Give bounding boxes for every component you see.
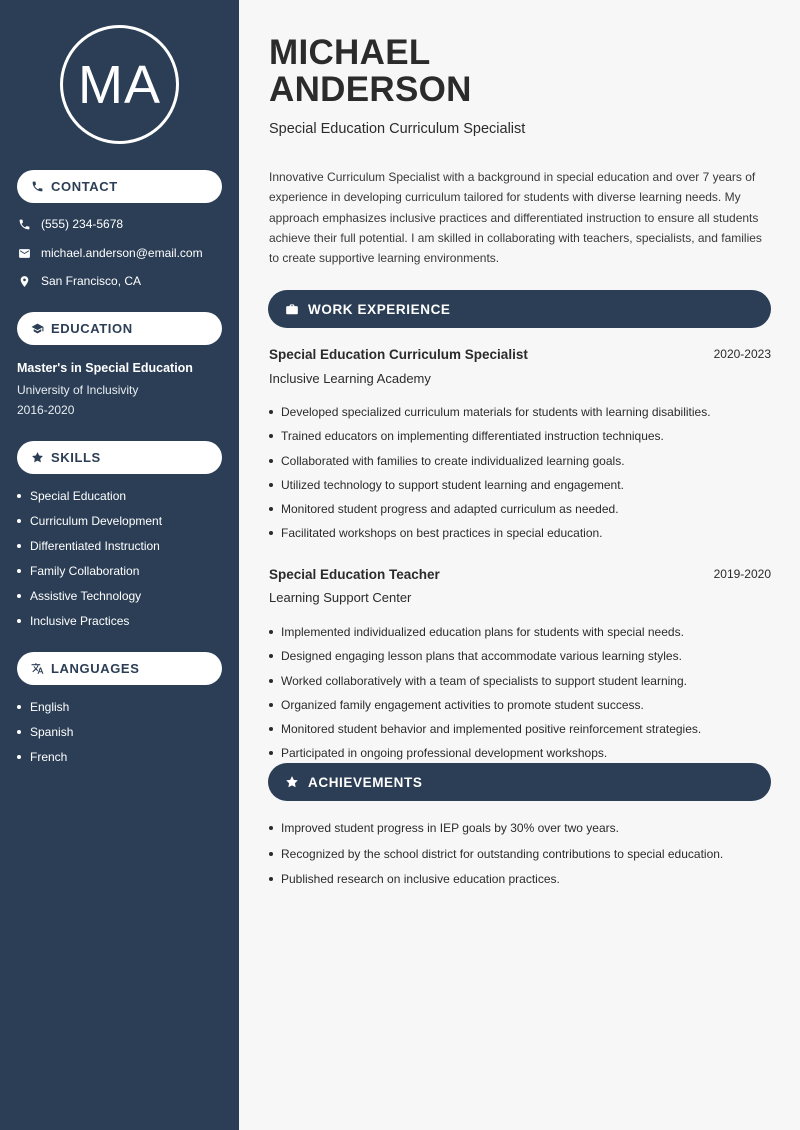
- list-item: Published research on inclusive education practices.: [269, 872, 772, 898]
- list-item: Organized family engagement activities to promote student success.: [269, 698, 772, 722]
- job-1-bullets: [269, 405, 772, 551]
- monogram-avatar: MA: [60, 25, 179, 144]
- star-icon: [285, 775, 299, 789]
- list-item: Trained educators on implementing differentiated instruction techniques.: [269, 429, 772, 453]
- skill-item: Assistive Technology: [17, 589, 162, 614]
- list-item: Designed engaging lesson plans that accommodate various learning styles.: [269, 649, 772, 673]
- skill-item: Differentiated Instruction: [17, 539, 162, 564]
- phone-icon: [31, 180, 44, 193]
- achievements-heading: [268, 763, 771, 801]
- languages-heading: [17, 652, 222, 685]
- list-item: Worked collaboratively with a team of specialists to support student learning.: [269, 674, 772, 698]
- contact-heading-label: CONTACT: [51, 179, 118, 194]
- location-pin-icon: [17, 274, 31, 288]
- skills-list: [17, 489, 162, 639]
- briefcase-icon: [285, 302, 299, 316]
- education-degree: Master's in Special Education: [17, 361, 193, 375]
- contact-heading: [17, 170, 222, 203]
- languages-list: [17, 700, 73, 775]
- graduation-cap-icon: [31, 322, 44, 335]
- translate-icon: [31, 662, 44, 675]
- job-2-bullets: [269, 625, 772, 771]
- job-2-organization: Learning Support Center: [269, 590, 412, 605]
- achievements-label: ACHIEVEMENTS: [308, 774, 423, 790]
- phone-text: (555) 234-5678: [41, 217, 124, 231]
- language-item: Spanish: [17, 725, 73, 750]
- list-item: Facilitated workshops on best practices in special education.: [269, 526, 772, 550]
- education-heading-label: EDUCATION: [51, 321, 133, 336]
- list-item: Utilized technology to support student learning and engagement.: [269, 478, 772, 502]
- language-item: English: [17, 700, 73, 725]
- skill-item: Special Education: [17, 489, 162, 514]
- list-item: Participated in ongoing professional development workshops.: [269, 746, 772, 770]
- job-2-dates: 2019-2020: [713, 567, 771, 581]
- list-item: Monitored student progress and adapted curriculum as needed.: [269, 502, 772, 526]
- education-school: University of Inclusivity: [17, 383, 139, 397]
- skill-item: Curriculum Development: [17, 514, 162, 539]
- location-text: San Francisco, CA: [41, 274, 142, 288]
- job-1-title: Special Education Curriculum Specialist: [269, 347, 528, 362]
- name-last: ANDERSON: [269, 70, 472, 109]
- education-years: 2016-2020: [17, 403, 75, 417]
- star-icon: [31, 451, 44, 464]
- skill-item: Family Collaboration: [17, 564, 162, 589]
- work-experience-heading: [268, 290, 771, 328]
- job-1-organization: Inclusive Learning Academy: [269, 371, 431, 386]
- list-item: Implemented individualized education plans for students with special needs.: [269, 625, 772, 649]
- list-item: Collaborated with families to create individualized learning goals.: [269, 454, 772, 478]
- job-2-title: Special Education Teacher: [269, 567, 440, 582]
- education-heading: [17, 312, 222, 345]
- contact-email: [17, 246, 203, 260]
- contact-phone: [17, 217, 123, 231]
- work-experience-label: WORK EXPERIENCE: [308, 301, 451, 317]
- list-item: Improved student progress in IEP goals by 30% over two years.: [269, 821, 772, 847]
- list-item: Developed specialized curriculum materials for students with learning disabilities.: [269, 405, 772, 429]
- phone-icon: [17, 217, 31, 231]
- envelope-icon: [17, 246, 31, 260]
- skills-heading: [17, 441, 222, 474]
- name-first: MICHAEL: [269, 33, 431, 72]
- sidebar: [0, 0, 239, 1130]
- job-role-title: Special Education Curriculum Specialist: [269, 121, 526, 137]
- email-text: michael.anderson@email.com: [41, 246, 203, 260]
- languages-heading-label: LANGUAGES: [51, 661, 140, 676]
- achievements-list: [269, 821, 772, 898]
- list-item: Recognized by the school district for outstanding contributions to special education.: [269, 847, 772, 873]
- job-1-dates: 2020-2023: [713, 347, 771, 361]
- skill-item: Inclusive Practices: [17, 614, 162, 639]
- list-item: Monitored student behavior and implemented positive reinforcement strategies.: [269, 722, 772, 746]
- profile-summary: Innovative Curriculum Specialist with a background in special education and over 7 years of experience in developing curriculum tailored for students with diverse learning needs. My approach emphasizes inclusive practices and differentiated instruction to ensure all students achieve their full potential. I am skilled in collaborating with teachers, specialists, and families to create supportive learning environments.: [269, 170, 762, 266]
- full-name: [269, 34, 472, 108]
- skills-heading-label: SKILLS: [51, 450, 101, 465]
- language-item: French: [17, 750, 73, 775]
- contact-location: [17, 274, 141, 288]
